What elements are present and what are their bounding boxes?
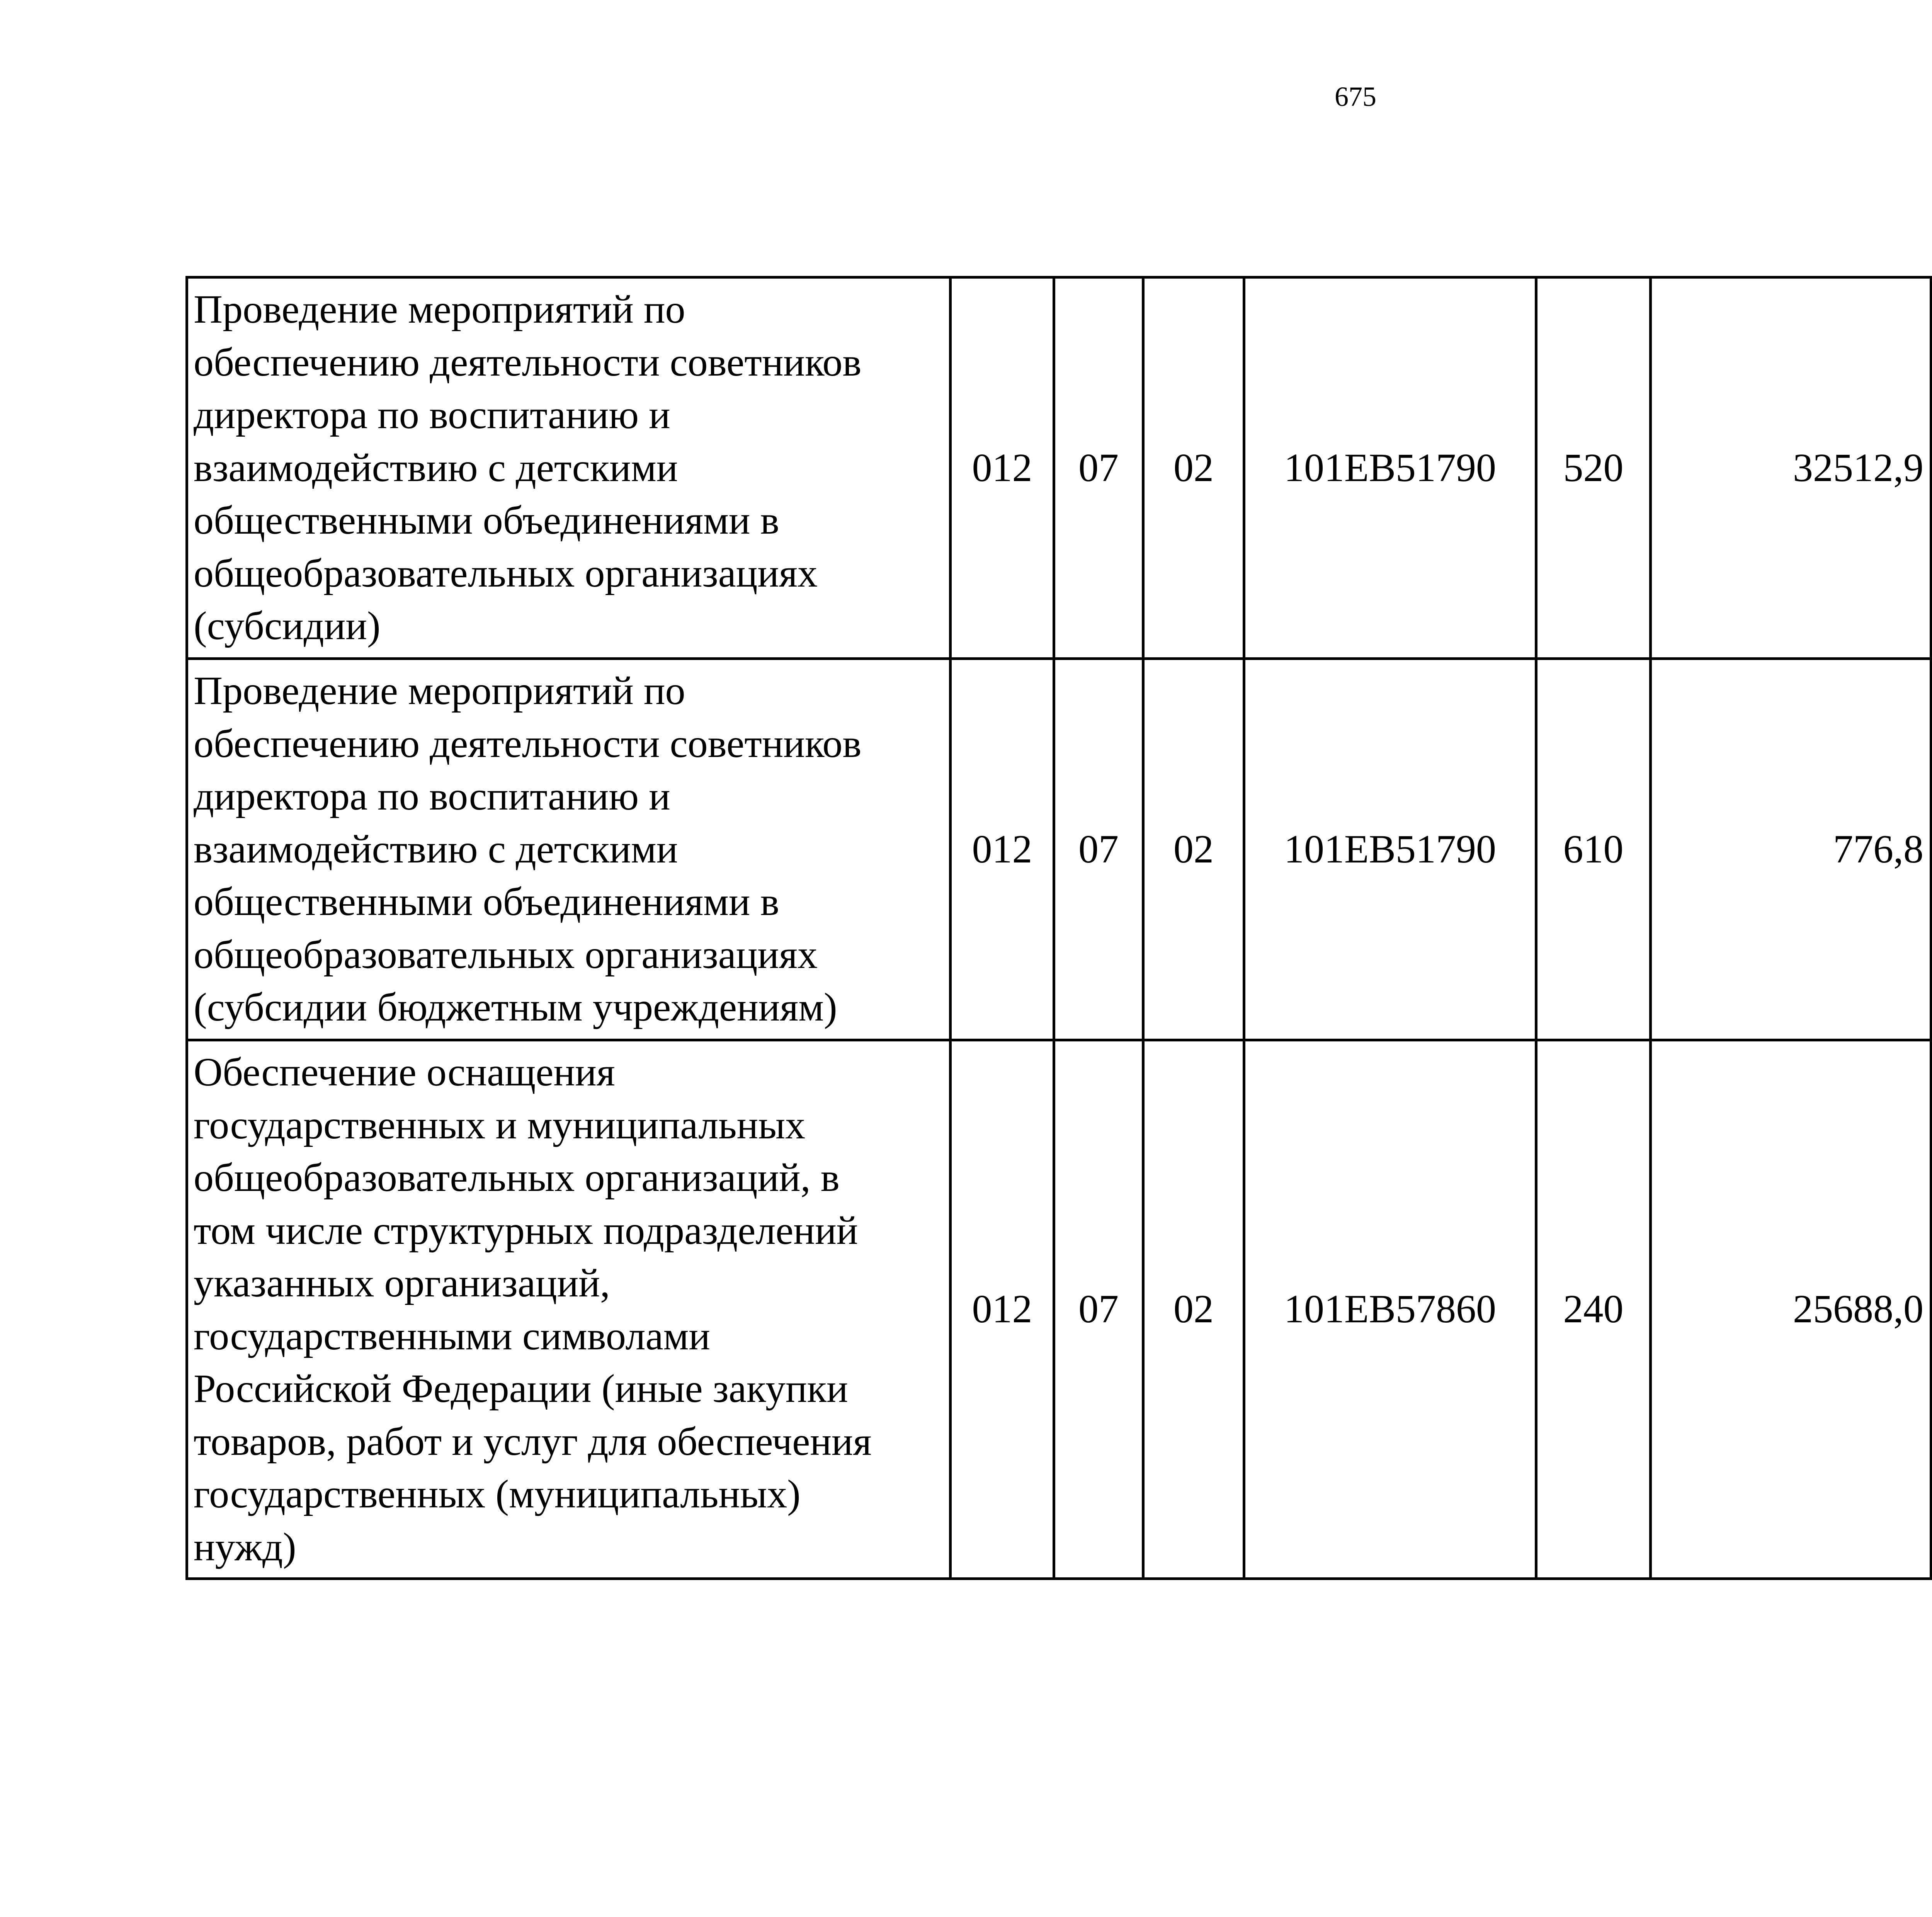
description-line: указанных организаций, [194, 1261, 610, 1305]
description-line: том числе структурных подразделений [194, 1208, 858, 1253]
table-row [187, 277, 1932, 659]
description-line: государственных и муниципальных [194, 1102, 806, 1147]
description-line: директора по воспитанию и [194, 393, 670, 437]
description-line: обеспечению деятельности советников [194, 721, 862, 766]
description-line: государственных (муниципальных) [194, 1472, 801, 1516]
description-line: нужд) [194, 1524, 296, 1569]
sum-1-cell: 776,8 [1651, 659, 1931, 1040]
sum-1-cell: 32512,9 [1651, 277, 1931, 659]
subsection-code: 02 [1143, 277, 1244, 659]
expense-type-code: 610 [1536, 659, 1651, 1040]
target-article-code: 101ЕВ51790 [1244, 277, 1536, 659]
description-line: Проведение мероприятий по [194, 287, 685, 332]
row-description [187, 659, 951, 1040]
description-line: общественными объединениями в [194, 498, 779, 543]
description-line: обеспечению деятельности советников [194, 340, 862, 384]
section-code: 07 [1054, 1040, 1143, 1579]
table-row [187, 659, 1932, 1040]
description-line: общеобразовательных организаций, в [194, 1155, 840, 1200]
page-number: 675 [1335, 81, 1376, 112]
description-line: Обеспечение оснащения [194, 1050, 615, 1094]
ministry-code: 012 [951, 1040, 1054, 1579]
row-description [187, 1040, 951, 1579]
description-line: государственными символами [194, 1313, 711, 1358]
description-line: общеобразовательных организациях [194, 551, 818, 595]
target-article-code: 101ЕВ57860 [1244, 1040, 1536, 1579]
description-line: общеобразовательных организациях [194, 932, 818, 977]
target-article-code: 101ЕВ51790 [1244, 659, 1536, 1040]
description-line: взаимодействию с детскими [194, 827, 678, 871]
description-line: Проведение мероприятий по [194, 668, 685, 713]
expense-type-code: 240 [1536, 1040, 1651, 1579]
ministry-code: 012 [951, 659, 1054, 1040]
section-code: 07 [1054, 277, 1143, 659]
expense-type-code: 520 [1536, 277, 1651, 659]
description-line: взаимодействию с детскими [194, 445, 678, 490]
description-line: директора по воспитанию и [194, 774, 670, 818]
table-row [187, 1040, 1932, 1579]
row-description [187, 277, 951, 659]
subsection-code: 02 [1143, 1040, 1244, 1579]
description-line: товаров, работ и услуг для обеспечения [194, 1419, 872, 1464]
sum-1-cell: 25688,0 [1651, 1040, 1931, 1579]
description-line: общественными объединениями в [194, 879, 779, 924]
subsection-code: 02 [1143, 659, 1244, 1040]
description-line: (субсидии) [194, 604, 381, 648]
budget-table [185, 276, 1932, 1580]
ministry-code: 012 [951, 277, 1054, 659]
description-line: (субсидии бюджетным учреждениям) [194, 985, 837, 1029]
description-line: Российской Федерации (иные закупки [194, 1366, 848, 1411]
section-code: 07 [1054, 659, 1143, 1040]
